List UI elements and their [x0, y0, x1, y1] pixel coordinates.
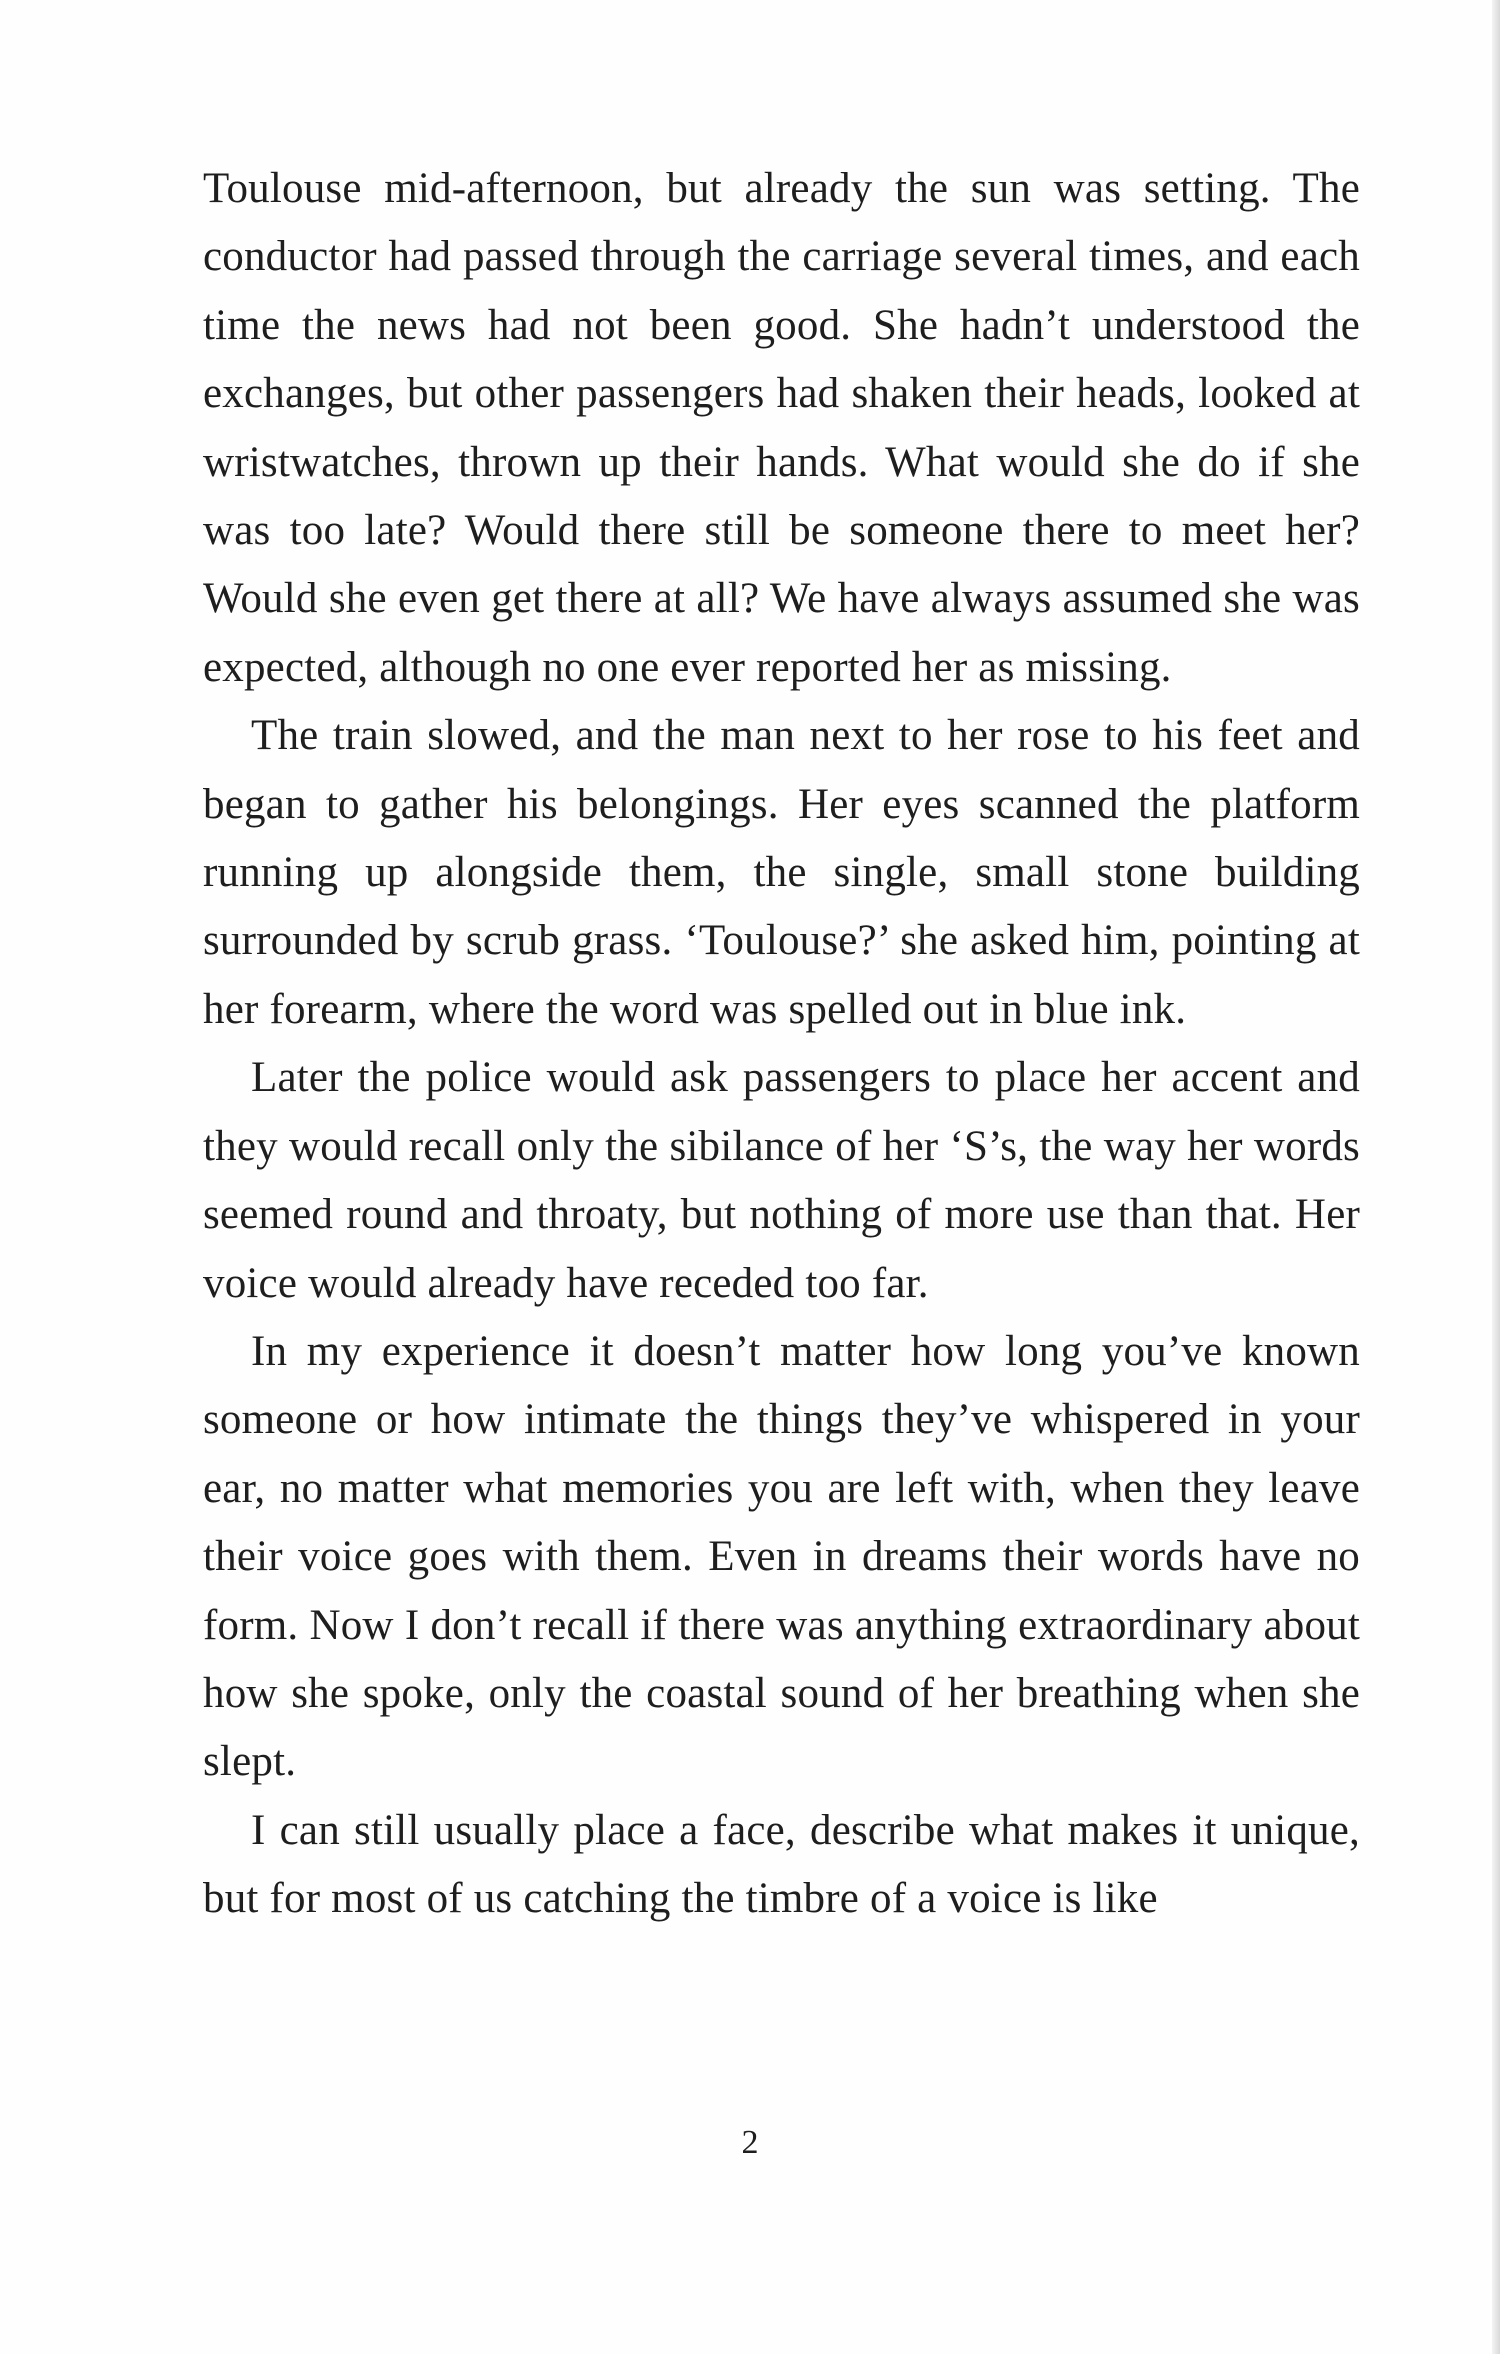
paragraph-police: Later the police would ask passengers to place her accent and they would recall only the sibilance of her ‘S’s, the way her words seemed round and throaty, but nothing of more use than that. Her voice would already have receded too far. [203, 1054, 1360, 1307]
paragraph-continued: Toulouse mid-afternoon, but already the sun was setting. The conductor had passed through the carriage several times, and each time the news had not been good. She hadn’t understood the exchanges, but other passengers had shaken their heads, looked at wristwatches, thrown up their hands. What would she do if she was too late? Would there still be someone there to meet her? Would she even get there at all? We have always assumed she was expected, although no one ever reported her as missing. [203, 165, 1360, 691]
paragraph-experience: In my experience it doesn’t matter how long you’ve known someone or how intimate the things they’ve whispered in your ear, no matter what memories you are left with, when they leave their voice goes with them. Even in dreams their words have no form. Now I don’t recall if there was anything extraordinary about how she spoke, only the coastal sound of her breathing when she slept. [203, 1327, 1360, 1786]
page-edge-shadow [1492, 0, 1500, 2354]
body-text [203, 155, 1360, 1934]
paragraph-train-slowed: The train slowed, and the man next to her rose to his feet and began to gather his belongings. Her eyes scanned the platform running up alongside them, the single, small stone building surrounded by scrub grass. ‘Toulouse?’ she asked him, pointing at her forearm, where the word was spelled out in blue ink. [203, 712, 1360, 1033]
page-number: 2 [741, 2124, 759, 2161]
paragraph-place-a-face: I can still usually place a face, describe what makes it unique, but for most of us catching the timbre of a voice is like [203, 1806, 1360, 1923]
